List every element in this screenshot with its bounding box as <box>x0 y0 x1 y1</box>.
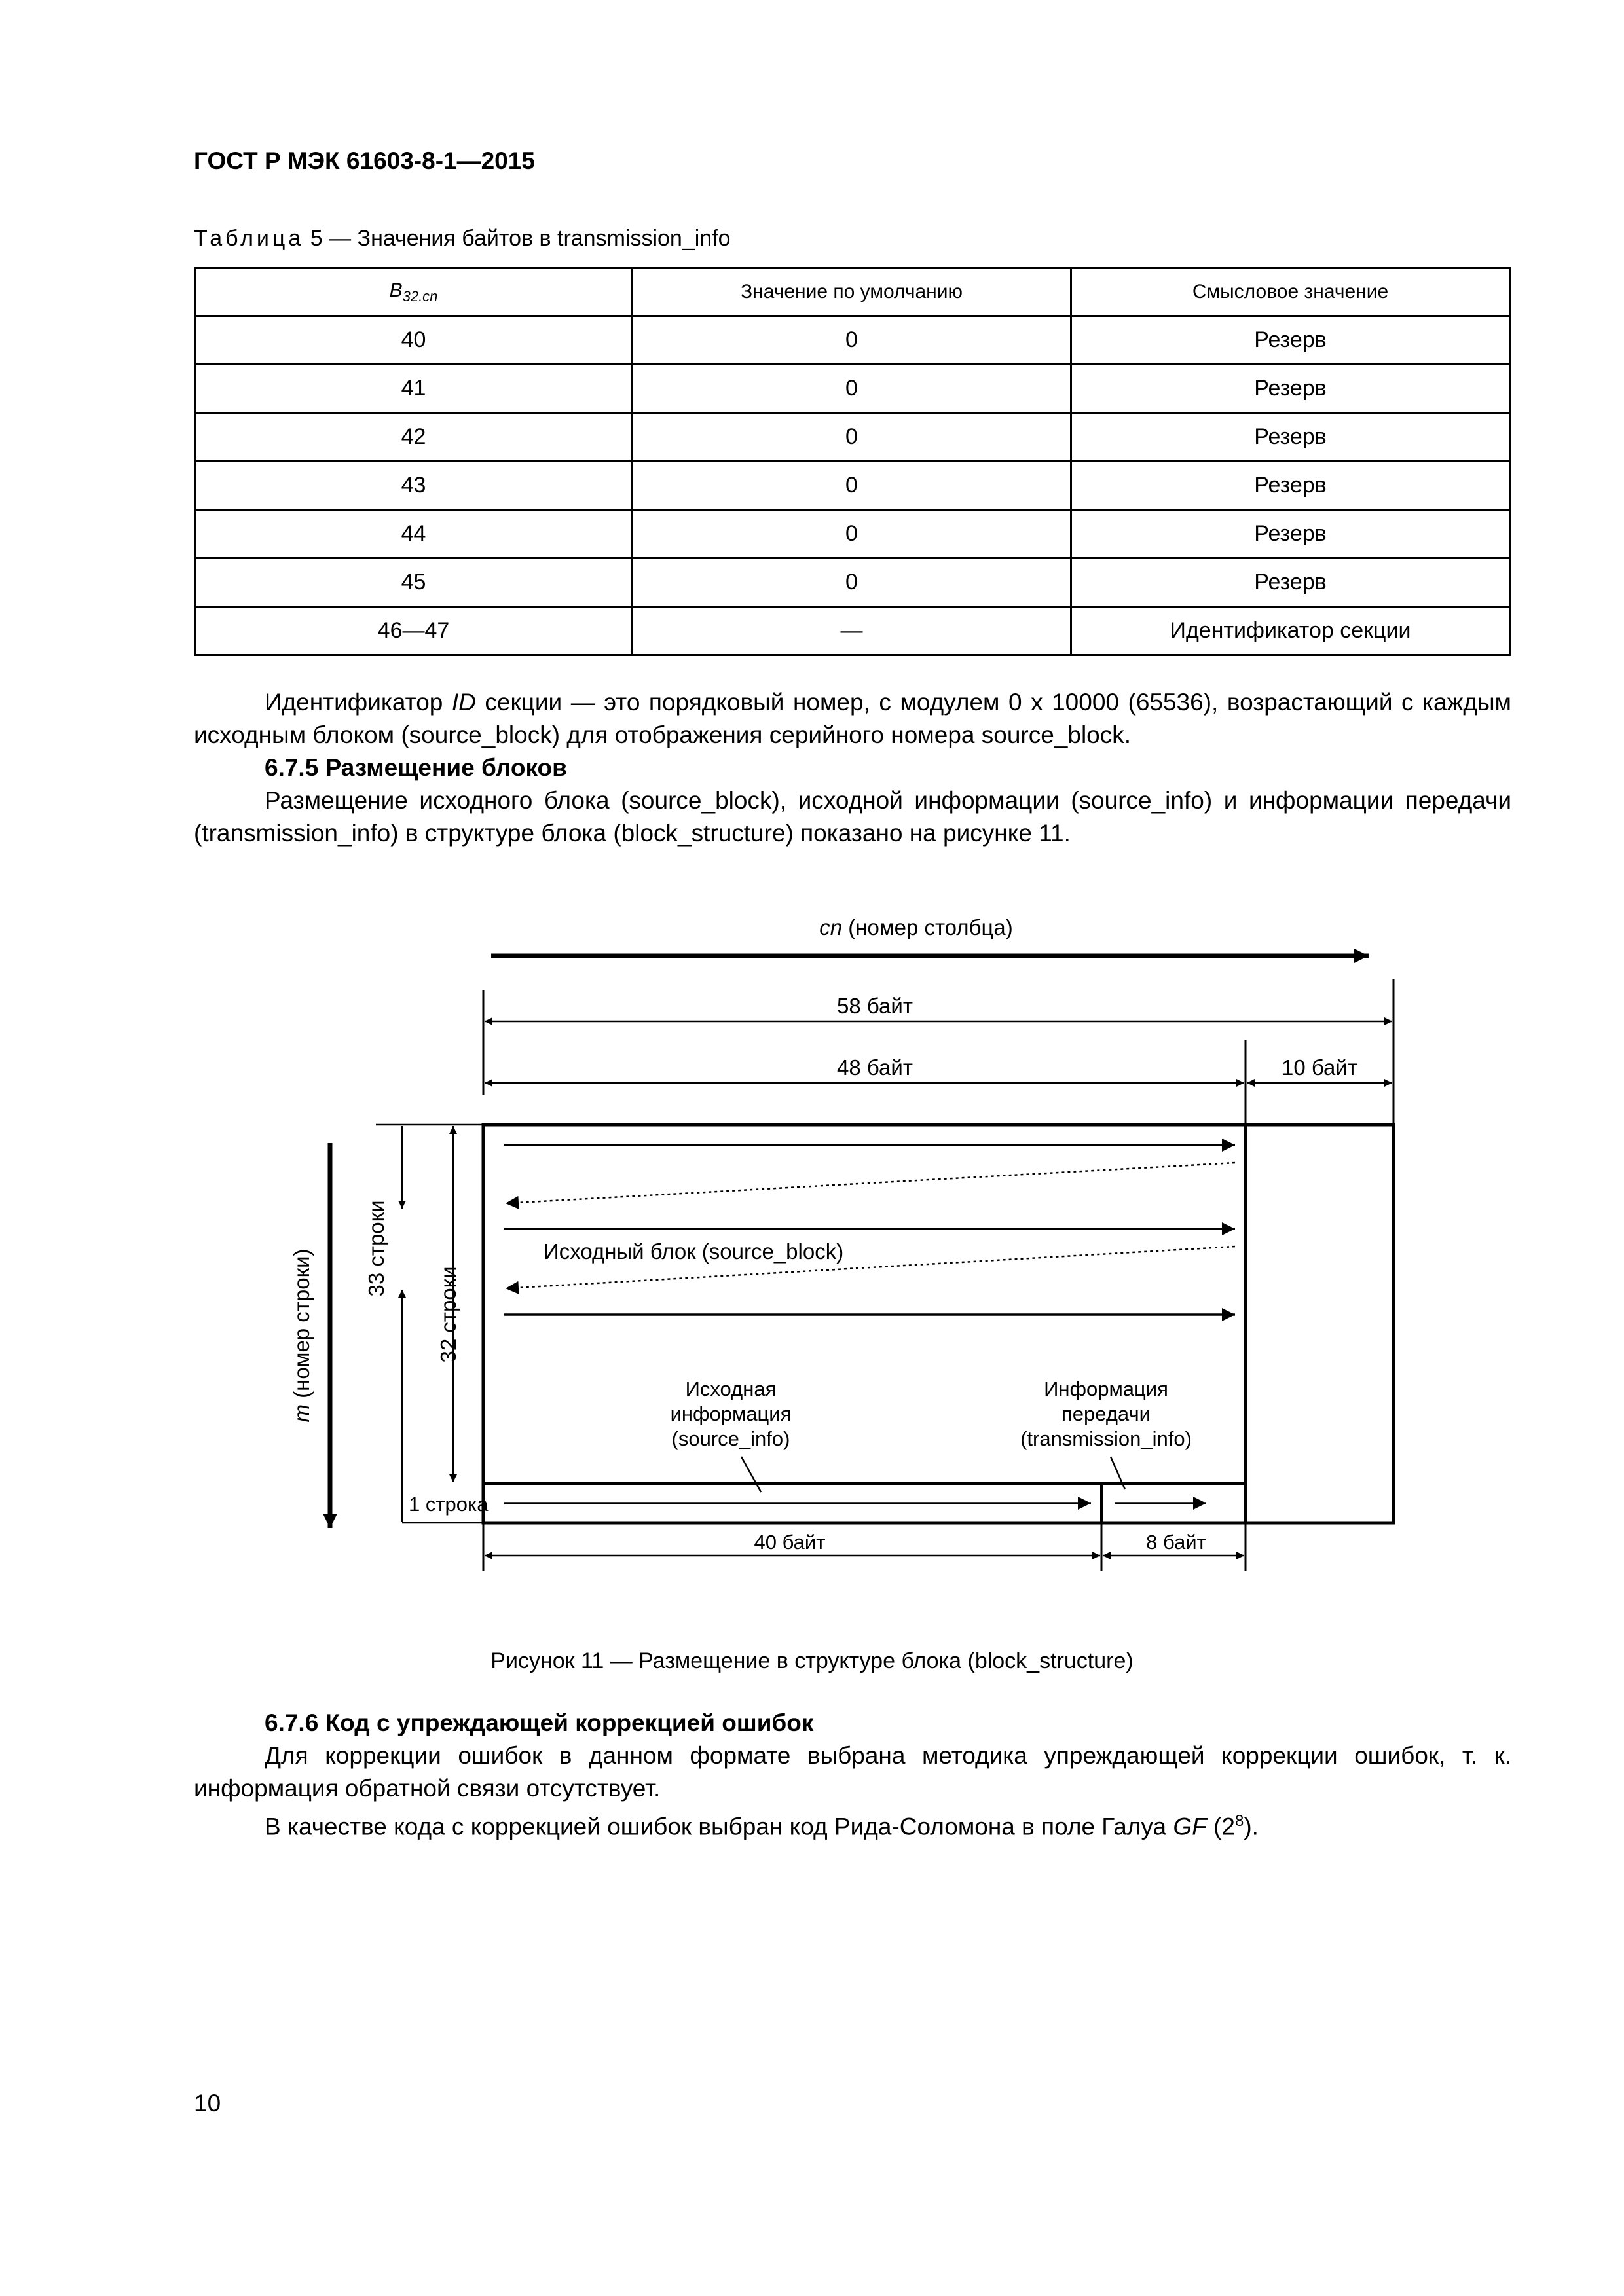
table-caption <box>194 226 731 251</box>
header-default-value: Значение по умолчанию <box>633 268 1071 316</box>
table-row: 42 0 Резерв <box>195 413 1510 462</box>
transmission-info-label-line3: (transmission_info) <box>1020 1427 1192 1450</box>
heading-676: 6.7.6 Код с упреждающей коррекцией ошибок <box>265 1709 814 1736</box>
table-row: 44 0 Резерв <box>195 510 1510 558</box>
table-caption-text: 5 — Значения байтов в transmission_info <box>304 226 731 251</box>
header-meaning: Смысловое значение <box>1071 268 1510 316</box>
text-block-675 <box>194 686 1511 850</box>
page-number: 10 <box>194 2090 221 2117</box>
transmission-info-label-line1: Информация <box>1044 1377 1168 1400</box>
table-caption-label: Таблица <box>194 226 304 251</box>
table-row: 46—47 — Идентификатор секции <box>195 607 1510 655</box>
dimension-1-row: 1 строка <box>409 1493 489 1516</box>
heading-675: 6.7.5 Размещение блоков <box>265 754 567 781</box>
dimension-8-bytes: 8 байт <box>1146 1531 1206 1554</box>
table-row: 43 0 Резерв <box>195 462 1510 510</box>
paragraph-fec-method: Для коррекции ошибок в данном формате выбрана методика упреждающей коррекции ошибок, т. к. информация обратной связи отсутствует. <box>194 1742 1511 1802</box>
header-b32cn: $B_{32.cn}$ <box>195 268 633 316</box>
document-header: ГОСТ Р МЭК 61603-8-1—2015 <box>194 147 535 174</box>
block-structure-frame <box>483 1125 1393 1523</box>
source-info-label-line2: информация <box>670 1402 792 1425</box>
table-row: 45 0 Резерв <box>195 558 1510 607</box>
dimension-58-bytes: 58 байт <box>837 994 913 1018</box>
column-axis-label: cn (номер столбца) <box>819 915 1013 939</box>
table-row: 40 0 Резерв <box>195 316 1510 365</box>
source-info-label-line3: (source_info) <box>671 1427 790 1450</box>
table-header-row <box>195 268 1510 316</box>
paragraph-section-id: Идентификатор ID секции — это порядковый номер, с модулем 0 x 10000 (65536), возрастающий с каждым исходным блоком (source_block) для отображения серийного номера source_block. <box>194 689 1511 748</box>
dimension-10-bytes: 10 байт <box>1282 1055 1357 1080</box>
text-block-676 <box>194 1707 1511 1843</box>
source-block-label: Исходный блок (source_block) <box>544 1239 844 1264</box>
paragraph-reed-solomon: В качестве кода с коррекцией ошибок выбран код Рида-Соломона в поле Галуа GF $(2^8)$. <box>265 1812 1259 1840</box>
table-5 <box>194 267 1511 656</box>
dimension-40-bytes: 40 байт <box>754 1531 826 1554</box>
table-row: 41 0 Резерв <box>195 365 1510 413</box>
paragraph-block-placement: Размещение исходного блока (source_block), исходной информации (source_info) и информации передачи (transmission_info) в структуре блока (block_structure) показано на рисунке 11. <box>194 787 1511 847</box>
dimension-32-rows: 32 строки <box>436 1266 460 1363</box>
transmission-info-label-line2: передачи <box>1061 1402 1151 1425</box>
figure-caption: Рисунок 11 — Размещение в структуре блока (block_structure) <box>490 1649 1134 1673</box>
dimension-48-bytes: 48 байт <box>837 1055 913 1080</box>
source-info-label-line1: Исходная <box>685 1377 777 1400</box>
figure-11-diagram <box>194 903 1438 1571</box>
row-axis-label: m (номер строки) <box>289 1248 314 1423</box>
dimension-33-rows: 33 строки <box>364 1200 388 1297</box>
